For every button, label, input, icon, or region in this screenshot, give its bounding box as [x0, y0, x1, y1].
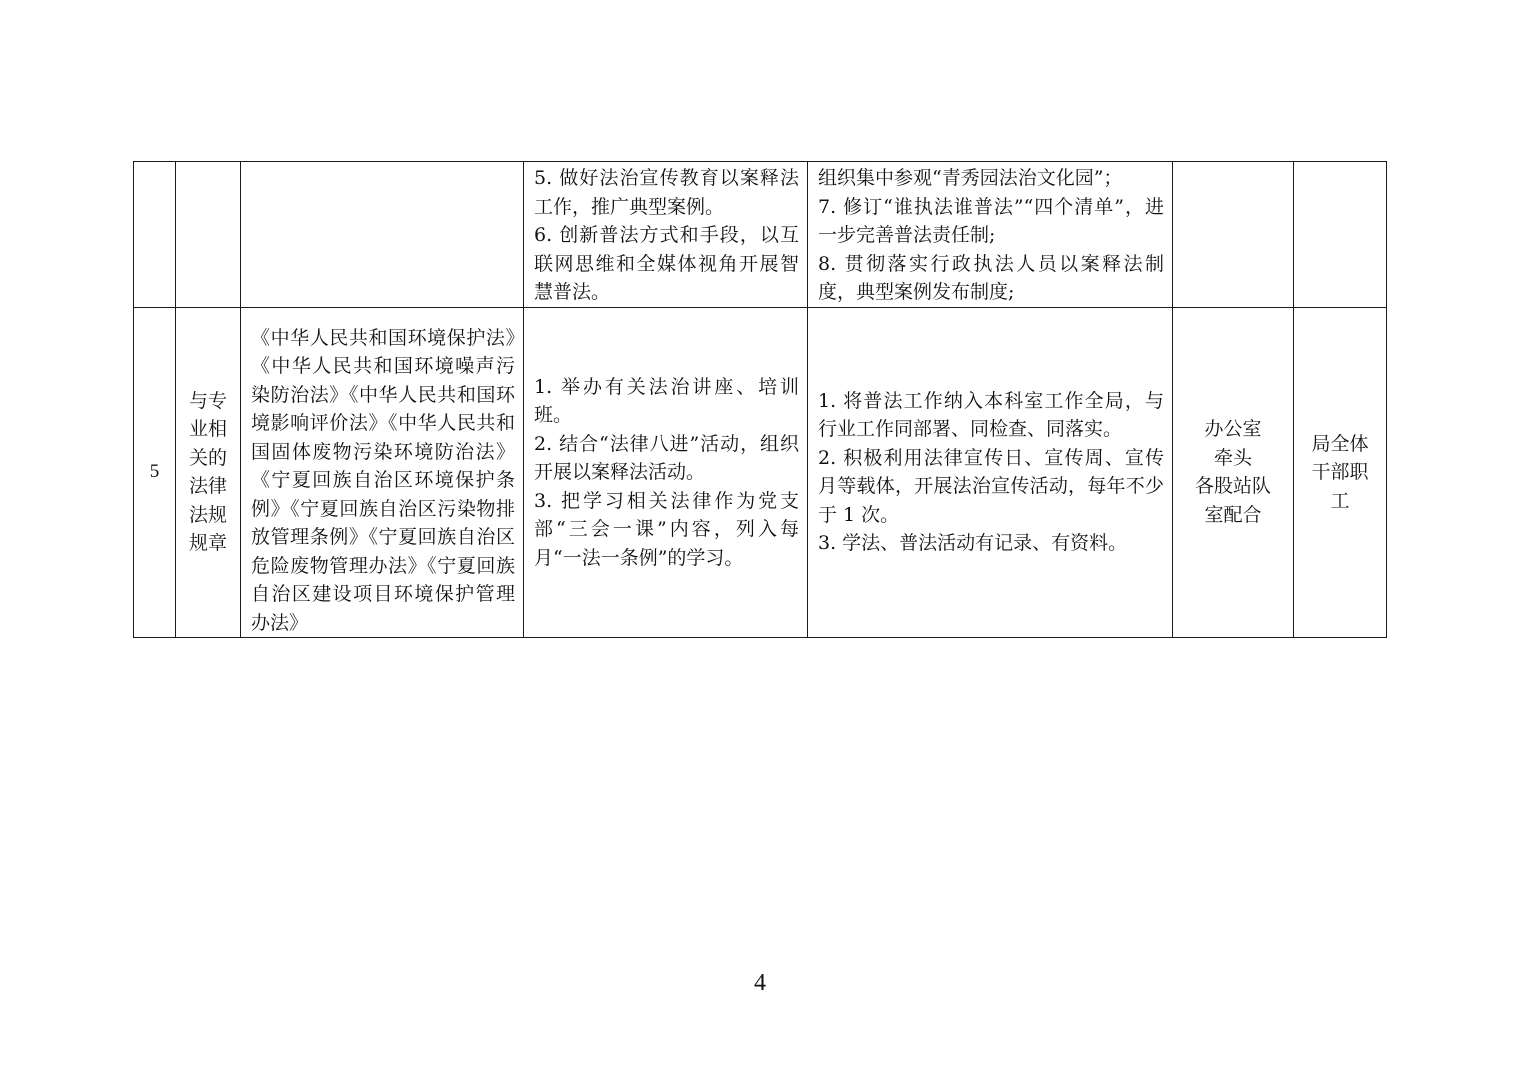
cell-measures [808, 162, 1173, 308]
department-line: 室配合 [1204, 503, 1262, 526]
measure-item: 3. 学法、普法活动有记录、有资料。 [818, 532, 1128, 555]
department-line: 办公室 [1204, 418, 1262, 441]
content-item: 3. 把学习相关法律作为党支部“三会一课”内容，列入每月“一法一条例”的学习。 [534, 489, 799, 569]
department-line: 各股站队 [1194, 475, 1271, 498]
department-line: 牵头 [1213, 446, 1252, 469]
content-item: 1. 举办有关法治讲座、培训班。 [534, 375, 799, 426]
cell-laws [241, 162, 524, 308]
measure-item: 8. 贯彻落实行政执法人员以案释法制度，典型案例发布制度; [818, 252, 1164, 303]
target-line: 工 [1330, 489, 1350, 512]
cell-laws [241, 307, 524, 638]
measure-item: 1. 将普法工作纳入本科室工作全局，与行业工作同部署、同检查、同落实。 [818, 389, 1164, 441]
content-item: 6. 创新普法方式和手段，以互联网思维和全媒体视角开展智慧普法。 [534, 224, 799, 303]
cell-content [524, 307, 808, 638]
page-number: 4 [754, 970, 766, 996]
measure-item: 组织集中参观“青秀园法治文化园”； [818, 167, 1123, 189]
laws-text: 《中华人民共和国环境保护法》《中华人民共和国环境噪声污染防治法》《中华人民共和国环境影响评价法》《中华人民共和国固体废物污染环境防治法》《宁夏回族自治区环境保护条例》《宁夏回族自治区污染物排放管理条例》《宁夏回族自治区危险废物管理办法》《宁夏回族自治区建设项目环境保护管理办法》 [251, 326, 515, 634]
cell-content [524, 162, 808, 308]
target-line: 干部职 [1311, 461, 1369, 483]
content-item: 2. 结合“法律八进”活动，组织开展以案释法活动。 [534, 432, 799, 483]
category-text: 与专业相关的法律法规规章 [188, 389, 227, 555]
measure-item: 2. 积极利用法律宣传日、宣传周、宣传月等载体，开展法治宣传活动，每年不少于 1 次。 [818, 446, 1164, 526]
cell-department [1173, 307, 1294, 638]
cell-department [1173, 162, 1294, 308]
content-item: 5. 做好法治宣传教育以案释法工作，推广典型案例。 [534, 167, 799, 218]
cell-category [176, 307, 241, 638]
cell-target [1294, 307, 1387, 638]
measure-item: 7. 修订“谁执法谁普法”“四个清单”，进一步完善普法责任制; [818, 195, 1164, 246]
cell-no [134, 162, 176, 308]
law-popularization-table [133, 161, 1387, 638]
row-number: 5 [134, 307, 176, 638]
table-row-continuation [134, 162, 1387, 308]
cell-measures [808, 307, 1173, 638]
cell-target [1294, 162, 1387, 308]
target-line: 局全体 [1311, 432, 1369, 455]
cell-category [176, 162, 241, 308]
table-row [134, 307, 1387, 638]
